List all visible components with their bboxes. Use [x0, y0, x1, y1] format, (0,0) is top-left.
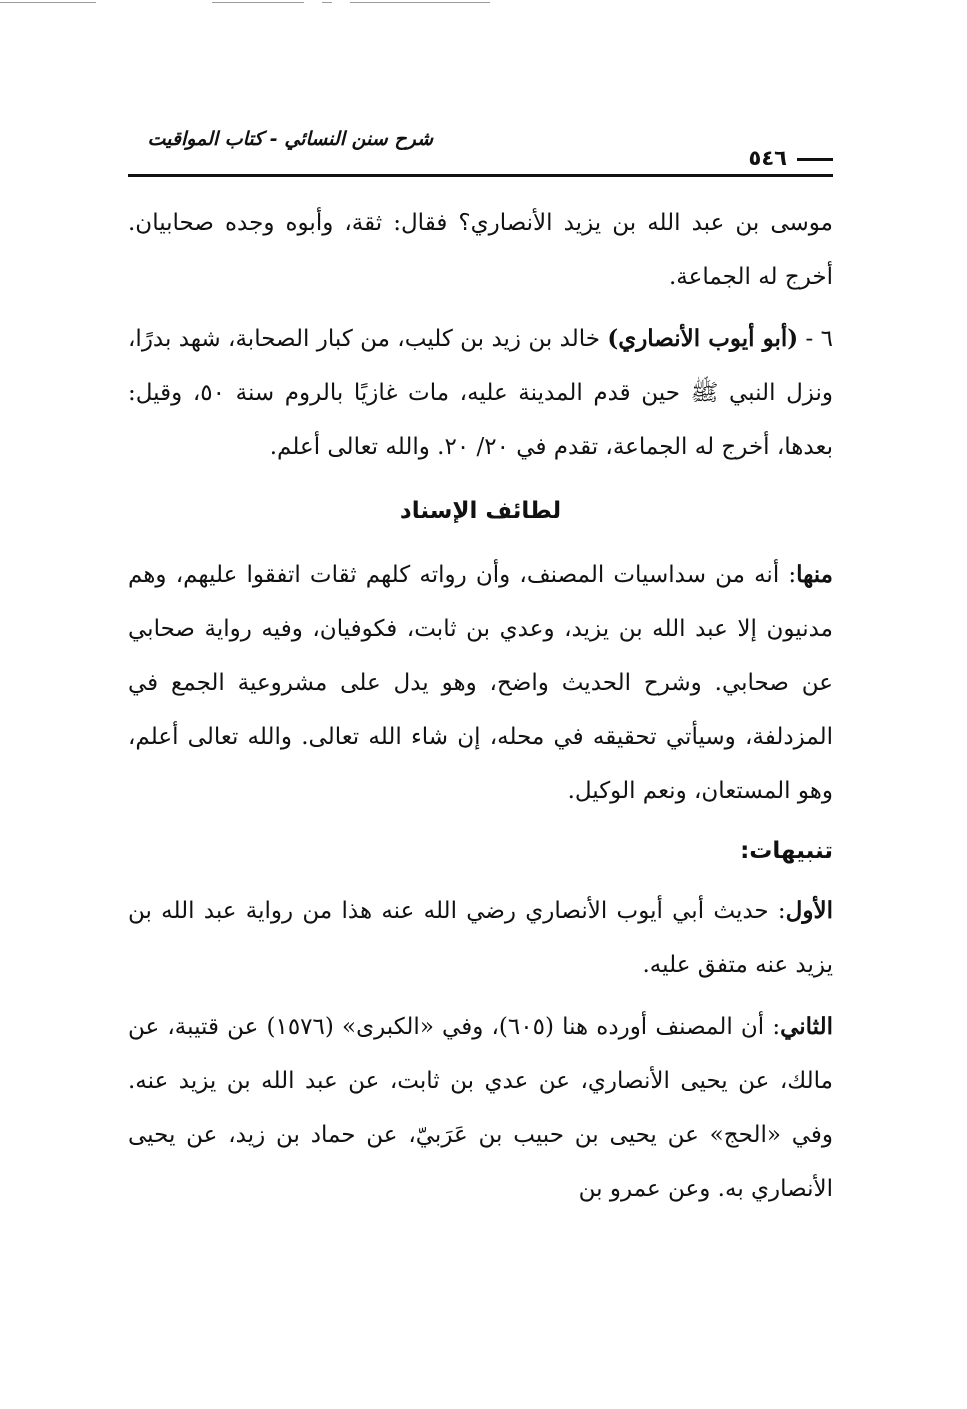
isnad-lead-word: منها [796, 561, 833, 588]
page-number: ٥٤٦ [749, 146, 833, 170]
page-body [128, 196, 833, 1216]
note-second-lead: الثاني [780, 1013, 833, 1040]
narrator-name: (أبو أيوب الأنصاري) [607, 325, 799, 352]
paragraph-note-second [128, 1000, 833, 1216]
paragraph-narrator-6 [128, 312, 833, 474]
narrator-bio: خالد بن زيد بن كليب، من كبار الصحابة، شهد بدرًا، ونزل النبي ﷺ حين قدم المدينة عليه، مات غازيًا بالروم سنة ٥٠، وقيل: بعدها، أخرج له الجماعة، تقدم في ٢٠/ ٢٠. والله تعالى أعلم. [128, 326, 833, 460]
isnad-text: : أنه من سداسيات المصنف، وأن رواته كلهم ثقات اتفقوا عليهم، وهم مدنيون إلا عبد الله بن يزيد، وعدي بن ثابت، فكوفيان، وفيه رواية صحابي عن صحابي. وشرح الحديث واضح، وهو يدل على مشروعية الجمع في المزدلفة، وسيأتي تحقيقه في محله، إن شاء الله تعالى. والله تعالى أعلم، وهو المستعان، ونعم الوكيل. [128, 562, 833, 804]
page-header [128, 128, 833, 180]
paragraph-isnad-notes [128, 548, 833, 818]
note-first-text: : حديث أبي أيوب الأنصاري رضي الله عنه هذا من رواية عبد الله بن يزيد عنه متفق عليه. [128, 898, 833, 978]
note-first-lead: الأول [785, 897, 833, 924]
section-heading-isnad: لطائف الإسناد [399, 498, 562, 524]
note-second-text: : أن المصنف أورده هنا (٦٠٥)، وفي «الكبرى» (١٥٧٦) عن قتيبة، عن مالك، عن يحيى الأنصاري، عن عدي بن ثابت، عن عبد الله بن يزيد عنه. وفي «الحج» عن يحيى بن حبيب بن عَرَبيّ، عن حماد بن زيد، عن يحيى الأنصاري به. وعن عمرو بن [128, 1014, 833, 1202]
running-title: شرح سنن النسائي - كتاب المواقيت [147, 128, 433, 150]
paragraph-note-first [128, 884, 833, 992]
paragraph-continuation: موسى بن عبد الله بن يزيد الأنصاري؟ فقال: ثقة، وأبوه وجده صحابيان. أخرج له الجماعة. [128, 210, 833, 290]
section-heading-notes: تنبيهات: [740, 838, 833, 864]
narrator-number: ٦ - [805, 326, 834, 352]
header-rule [128, 174, 833, 177]
scan-artifact-lines [0, 0, 967, 6]
